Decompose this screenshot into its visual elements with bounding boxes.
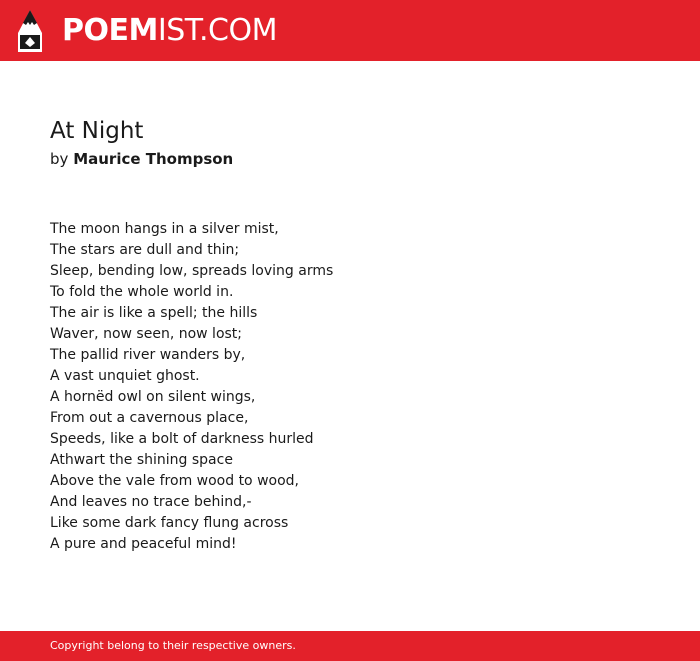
site-footer	[0, 631, 700, 661]
poem-text	[50, 219, 333, 555]
poem-line: The stars are dull and thin;	[50, 242, 240, 258]
site-header	[0, 0, 700, 61]
poem-line: A hornëd owl on silent wings,	[50, 389, 256, 405]
logo-text-bold: POEM	[62, 13, 158, 48]
poem-line: Athwart the shining space	[50, 452, 233, 468]
by-label: by	[50, 150, 69, 168]
poem-byline	[50, 149, 233, 169]
poem-line: The pallid river wanders by,	[50, 347, 246, 363]
poem-line: Sleep, bending low, spreads loving arms	[50, 263, 334, 279]
logo-text-light: IST.COM	[157, 13, 277, 48]
poem-line: The air is like a spell; the hills	[50, 305, 258, 321]
poem-line: The moon hangs in a silver mist,	[50, 221, 279, 237]
poem-line: Waver, now seen, now lost;	[50, 326, 243, 342]
pencil-tip-icon[interactable]	[17, 9, 43, 53]
poem-line: Speeds, like a bolt of darkness hurled	[50, 431, 314, 447]
poem-line: Above the vale from wood to wood,	[50, 473, 299, 489]
poem-line: From out a cavernous place,	[50, 410, 249, 426]
poem-line: A vast unquiet ghost.	[50, 368, 200, 384]
site-logo-wordmark[interactable]	[62, 13, 277, 49]
poem-title: At Night	[50, 118, 144, 144]
poem-line: To fold the whole world in.	[50, 284, 234, 300]
copyright-text: Copyright belong to their respective owners.	[50, 639, 296, 652]
poem-line: And leaves no trace behind,-	[50, 494, 252, 510]
poem-line: A pure and peaceful mind!	[50, 536, 237, 552]
poem-author: Maurice Thompson	[73, 150, 234, 168]
poem-line: Like some dark fancy flung across	[50, 515, 289, 531]
